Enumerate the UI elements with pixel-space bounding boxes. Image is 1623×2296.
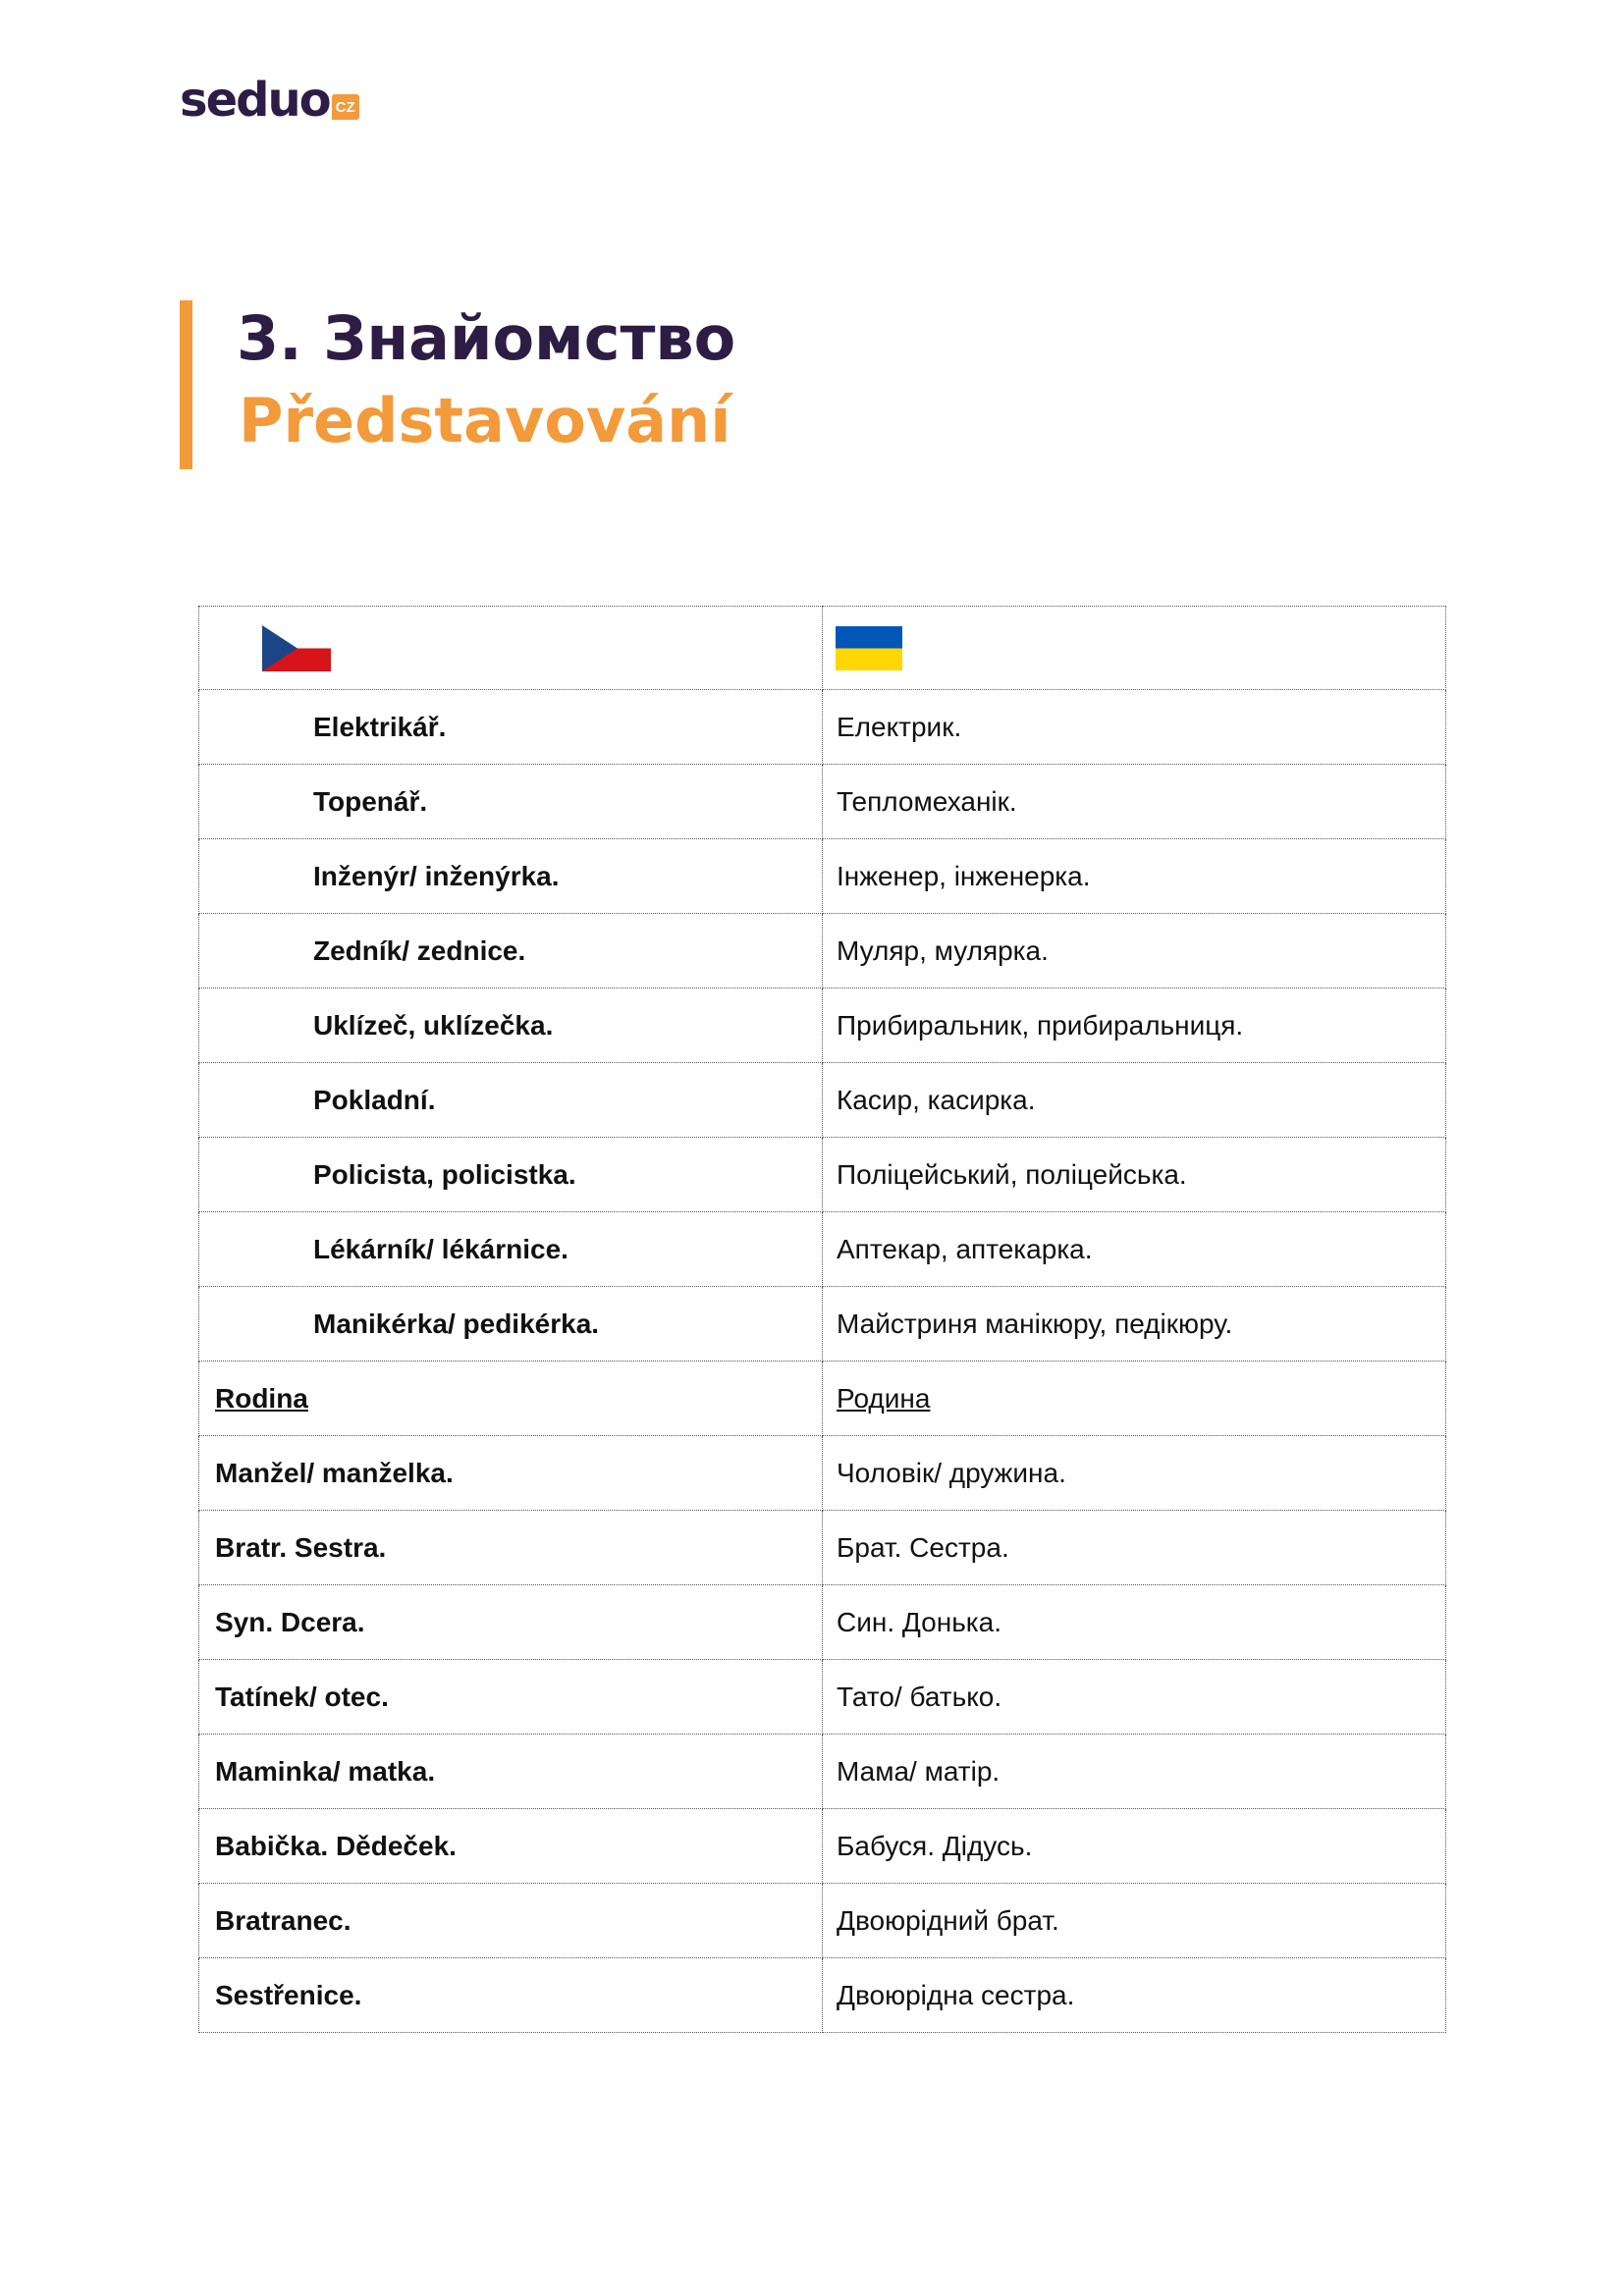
ukrainian-term: Тепломеханік. bbox=[823, 765, 1446, 839]
family-section-ua-cell bbox=[823, 1362, 1446, 1436]
ukrainian-term: Майстриня манікюру, педікюру. bbox=[823, 1287, 1446, 1362]
family-rows bbox=[199, 1436, 1446, 2033]
flag-header-row bbox=[199, 607, 1446, 690]
ukrainian-term: Муляр, мулярка. bbox=[823, 914, 1446, 988]
czech-term: Syn. Dcera. bbox=[199, 1585, 823, 1660]
ukraine-flag-icon bbox=[836, 626, 902, 670]
ukrainian-term: Двоюрідна сестра. bbox=[823, 1958, 1446, 2033]
czech-term: Uklízeč, uklízečka. bbox=[199, 988, 823, 1063]
ukraine-flag-cell bbox=[823, 607, 1446, 690]
table-row bbox=[199, 1735, 1446, 1809]
ukrainian-term: Поліцейський, поліцейська. bbox=[823, 1138, 1446, 1212]
table-row bbox=[199, 988, 1446, 1063]
ukrainian-term: Чоловік/ дружина. bbox=[823, 1436, 1446, 1511]
table-row bbox=[199, 1436, 1446, 1511]
czech-term: Lékárník/ lékárnice. bbox=[199, 1212, 823, 1287]
table-row bbox=[199, 914, 1446, 988]
ukrainian-term: Бабуся. Дідусь. bbox=[823, 1809, 1446, 1884]
page-title-ukrainian: 3. Знайомство bbox=[237, 302, 736, 374]
table-row bbox=[199, 1585, 1446, 1660]
ukrainian-term: Брат. Сестра. bbox=[823, 1511, 1446, 1585]
table-row bbox=[199, 1138, 1446, 1212]
ukrainian-term: Двоюрідний брат. bbox=[823, 1884, 1446, 1958]
czech-term: Manžel/ manželka. bbox=[199, 1436, 823, 1511]
czech-term: Bratr. Sestra. bbox=[199, 1511, 823, 1585]
ukrainian-term: Мама/ матір. bbox=[823, 1735, 1446, 1809]
vocabulary-table bbox=[198, 606, 1446, 2033]
table-row bbox=[199, 1660, 1446, 1735]
czech-term: Topenář. bbox=[199, 765, 823, 839]
czech-term: Bratranec. bbox=[199, 1884, 823, 1958]
family-section-cz-cell bbox=[199, 1362, 823, 1436]
czech-term: Policista, policistka. bbox=[199, 1138, 823, 1212]
page-title-czech: Představování bbox=[239, 385, 731, 456]
title-accent-bar bbox=[180, 300, 192, 469]
table-row bbox=[199, 1958, 1446, 2033]
ukrainian-term: Інженер, інженерка. bbox=[823, 839, 1446, 914]
ukrainian-term: Прибиральник, прибиральниця. bbox=[823, 988, 1446, 1063]
czech-term: Elektrikář. bbox=[199, 690, 823, 765]
professions-rows bbox=[199, 690, 1446, 1362]
table-row bbox=[199, 690, 1446, 765]
czech-term: Babička. Dědeček. bbox=[199, 1809, 823, 1884]
czech-term: Inženýr/ inženýrka. bbox=[199, 839, 823, 914]
logo-wordmark: seduo bbox=[180, 73, 330, 128]
czech-term: Manikérka/ pedikérka. bbox=[199, 1287, 823, 1362]
logo-badge: CZ bbox=[332, 94, 359, 120]
seduo-logo bbox=[180, 73, 359, 128]
section-label-rodyna: Родина bbox=[837, 1382, 931, 1414]
table-row bbox=[199, 1063, 1446, 1138]
ukrainian-term: Син. Донька. bbox=[823, 1585, 1446, 1660]
table-row bbox=[199, 1287, 1446, 1362]
family-section-row bbox=[199, 1362, 1446, 1436]
section-label-rodina: Rodina bbox=[215, 1382, 308, 1414]
table-row bbox=[199, 1212, 1446, 1287]
table-row bbox=[199, 1884, 1446, 1958]
czech-term: Maminka/ matka. bbox=[199, 1735, 823, 1809]
ukrainian-term: Електрик. bbox=[823, 690, 1446, 765]
table-row bbox=[199, 1809, 1446, 1884]
czech-term: Sestřenice. bbox=[199, 1958, 823, 2033]
ukrainian-term: Тато/ батько. bbox=[823, 1660, 1446, 1735]
ukrainian-term: Аптекар, аптекарка. bbox=[823, 1212, 1446, 1287]
czech-flag-icon bbox=[262, 625, 331, 671]
ukrainian-term: Касир, касирка. bbox=[823, 1063, 1446, 1138]
table-row bbox=[199, 839, 1446, 914]
czech-flag-cell bbox=[199, 607, 823, 690]
czech-term: Tatínek/ otec. bbox=[199, 1660, 823, 1735]
czech-term: Zedník/ zednice. bbox=[199, 914, 823, 988]
table-row bbox=[199, 765, 1446, 839]
table-row bbox=[199, 1511, 1446, 1585]
czech-term: Pokladní. bbox=[199, 1063, 823, 1138]
